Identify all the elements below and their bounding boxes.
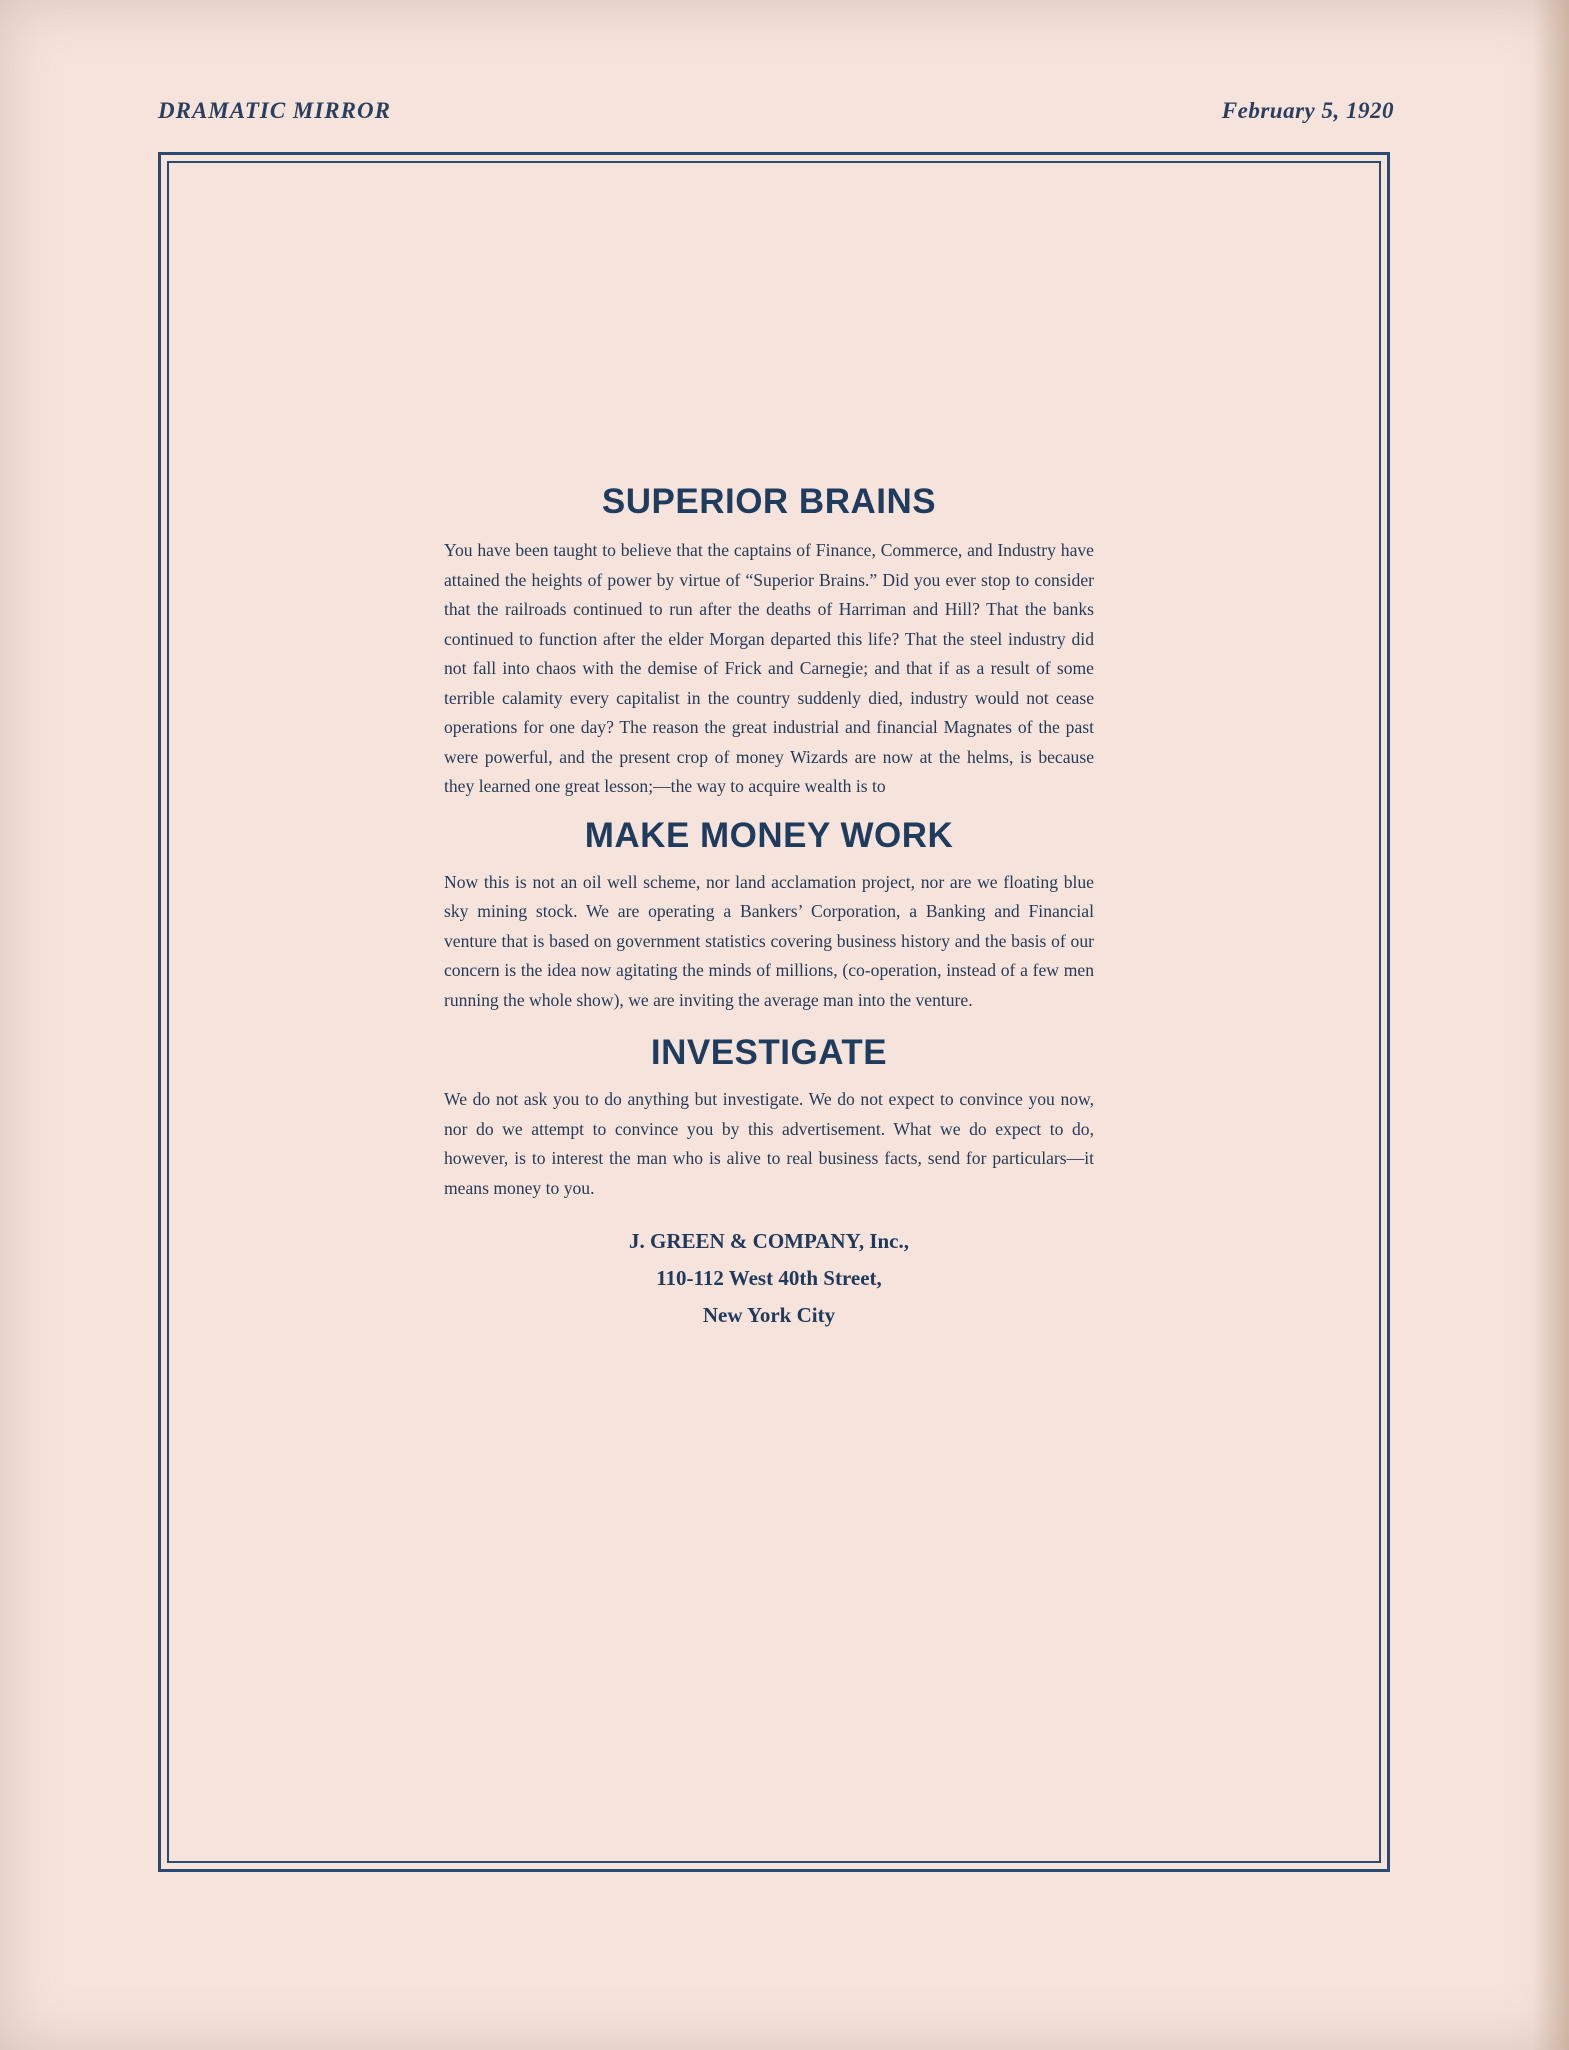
company-signature xyxy=(444,1223,1094,1334)
page-header xyxy=(158,98,1394,134)
paragraph-investigate: We do not ask you to do anything but investigate. We do not expect to convince you now, nor do we attempt to convince you by this advertisement. What we do expect to do, however, is to interest the man who is alive to real business facts, send for particulars—it means money to you. xyxy=(444,1089,1094,1198)
heading-make-money-work: MAKE MONEY WORK xyxy=(584,815,954,855)
heading-investigate: INVESTIGATE xyxy=(650,1033,888,1072)
company-city: New York City xyxy=(702,1303,836,1327)
heading-superior-brains: SUPERIOR BRAINS xyxy=(601,482,937,521)
paragraph-superior-brains: You have been taught to believe that the captains of Finance, Commerce, and Industry have attained the heights of power by virtue of “Superior Brains.” Did you ever stop to consider that the railroads continued to run after the deaths of Harriman and Hill? That the banks continued to function after the elder Morgan departed this life? That the steel industry did not fall into chaos with the demise of Frick and Carnegie; and that if as a result of some terrible calamity every capitalist in the country suddenly died, industry would not cease operations for one day? The reason the great industrial and financial Magnates of the past were powerful, and the present crop of money Wizards are now at the helms, is because they learned one great lesson;—the way to acquire wealth is to xyxy=(444,540,1094,796)
issue-date: February 5, 1920 xyxy=(1221,98,1394,123)
publication-name: DRAMATIC MIRROR xyxy=(158,98,391,123)
paragraph-make-money-work: Now this is not an oil well scheme, nor land acclamation project, nor are we floating blue sky mining stock. We are operating a Bankers’ Corporation, a Banking and Financial venture that is based on government statistics covering business history and the basis of our concern is the idea now agitating the minds of millions, (co-operation, instead of a few men running the whole show), we are inviting the average man into the venture. xyxy=(444,871,1094,1010)
page-edge-shadow xyxy=(1533,0,1569,2050)
advertisement-body xyxy=(444,482,1094,1334)
company-street: 110-112 West 40th Street, xyxy=(656,1266,882,1290)
company-name: J. GREEN & COMPANY, Inc., xyxy=(628,1229,909,1253)
